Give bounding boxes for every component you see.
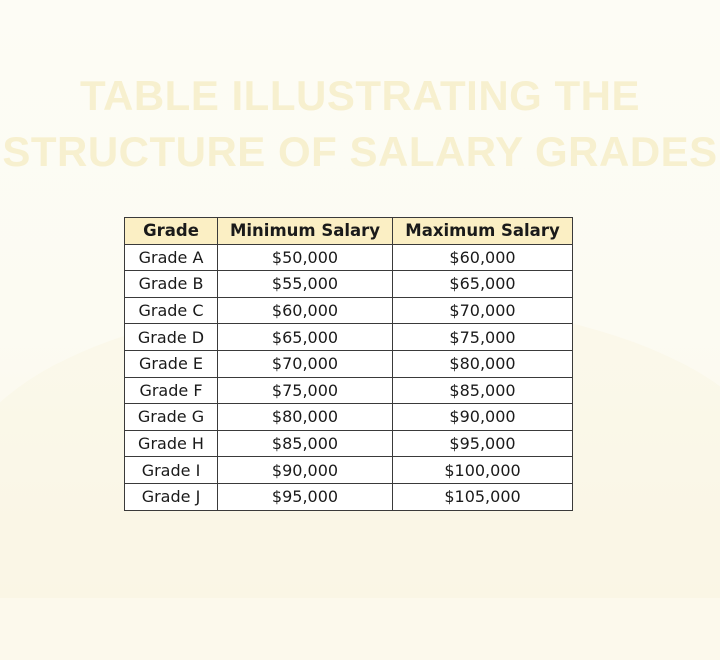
maximum-salary-cell: $75,000 [393,324,573,351]
table-row [125,350,573,377]
table-row [125,483,573,510]
minimum-salary-cell: $65,000 [218,324,393,351]
minimum-salary-cell: $90,000 [218,457,393,484]
maximum-salary-cell: $95,000 [393,430,573,457]
table-row [125,457,573,484]
grade-cell: Grade J [125,483,218,510]
minimum-salary-cell: $95,000 [218,483,393,510]
header-grade: Grade [125,218,218,245]
grade-cell: Grade C [125,297,218,324]
grade-cell: Grade B [125,271,218,298]
grade-cell: Grade H [125,430,218,457]
table-row [125,430,573,457]
minimum-salary-cell: $50,000 [218,244,393,271]
table-row [125,324,573,351]
maximum-salary-cell: $105,000 [393,483,573,510]
salary-table-container [124,217,572,511]
minimum-salary-cell: $55,000 [218,271,393,298]
maximum-salary-cell: $65,000 [393,271,573,298]
grade-cell: Grade E [125,350,218,377]
salary-grades-table [124,217,573,511]
table-row [125,297,573,324]
table-header-row [125,218,573,245]
grade-cell: Grade A [125,244,218,271]
grade-cell: Grade G [125,404,218,431]
header-maximum-salary: Maximum Salary [393,218,573,245]
minimum-salary-cell: $75,000 [218,377,393,404]
maximum-salary-cell: $85,000 [393,377,573,404]
table-row [125,404,573,431]
minimum-salary-cell: $60,000 [218,297,393,324]
header-minimum-salary: Minimum Salary [218,218,393,245]
maximum-salary-cell: $70,000 [393,297,573,324]
maximum-salary-cell: $90,000 [393,404,573,431]
grade-cell: Grade D [125,324,218,351]
grade-cell: Grade I [125,457,218,484]
minimum-salary-cell: $80,000 [218,404,393,431]
table-row [125,244,573,271]
page-title-line-2: STRUCTURE OF SALARY GRADES [2,128,718,175]
page-title-line-1: TABLE ILLUSTRATING THE [79,72,641,119]
minimum-salary-cell: $70,000 [218,350,393,377]
maximum-salary-cell: $80,000 [393,350,573,377]
minimum-salary-cell: $85,000 [218,430,393,457]
table-row [125,377,573,404]
maximum-salary-cell: $100,000 [393,457,573,484]
grade-cell: Grade F [125,377,218,404]
table-row [125,271,573,298]
maximum-salary-cell: $60,000 [393,244,573,271]
